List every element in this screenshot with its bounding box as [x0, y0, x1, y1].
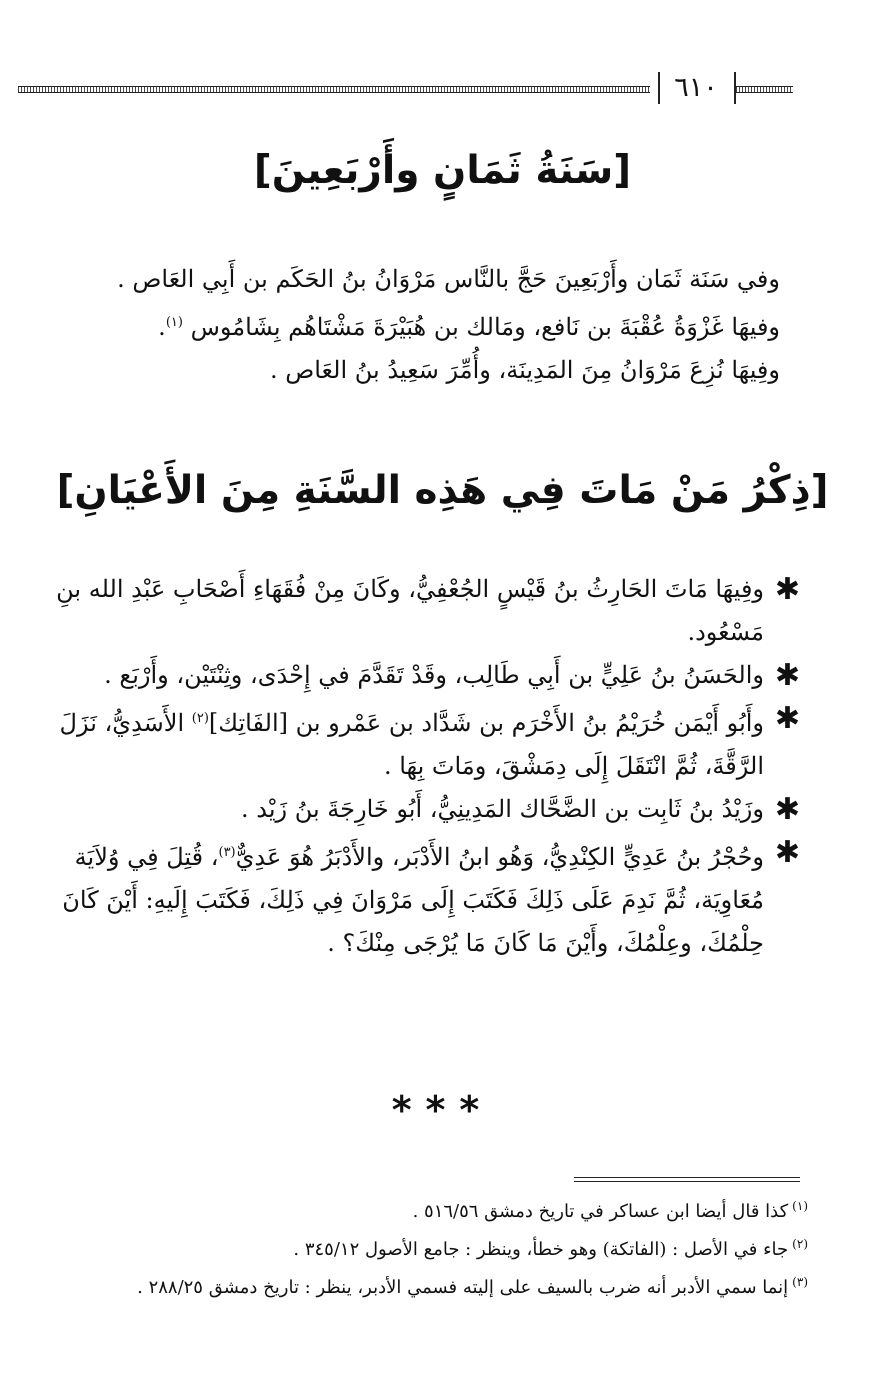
header-rule-right	[736, 86, 793, 93]
asterisk-icon: ✱	[774, 792, 800, 827]
page-number: ٦١٠	[674, 72, 718, 103]
footnote-ref-3[interactable]: (٣)	[218, 845, 236, 860]
item-text-continued: الأَسَدِيُّ، نَزَلَ الرَّقَّةَ، ثُمَّ انْتَقَلَ إِلَى دِمَشْقَ، ومَاتَ بِهَا .	[59, 709, 764, 780]
footnote-text: جاء في الأصل : (الفاتكة) وهو خطأ، وينظر : جامع الأصول ٣٤٥/١٢ .	[293, 1239, 789, 1260]
paragraph-raid-text: وفيهَا غَزْوَةُ عُقْبَةَ بن نَافع، ومَالك بن هُبَيْرَةَ مَشْتَاهُم بِشَامُوس	[190, 313, 780, 341]
footnote-text: إنما سمي الأدبر أنه ضرب بالسيف على إليته فسمي الأدبر، ينظر : تاريخ دمشق ٢٨٨/٢٥ .	[137, 1277, 789, 1298]
deaths-list	[30, 568, 800, 965]
footnote-ref-1[interactable]: (١)	[165, 315, 183, 330]
footnote-divider	[574, 1177, 800, 1182]
asterisk-icon: ✱	[774, 572, 800, 607]
header-bar-left	[658, 72, 660, 104]
footnote-ref-2[interactable]: (٢)	[191, 711, 209, 726]
list-item	[30, 831, 800, 965]
item-text: وزَيْدُ بنُ ثَابِت بن الضَّحَّاك المَدِينِيُّ، أَبُو خَارِجَةَ بنُ زَيْد .	[240, 795, 764, 823]
header-rule-left	[18, 86, 650, 93]
footnote-number: (٣)	[792, 1275, 808, 1289]
list-item	[30, 568, 800, 654]
footnote-3	[78, 1266, 808, 1304]
paragraph-marwan: وفِيهَا نُزِعَ مَرْوَانُ مِنَ المَدِينَة، وأُمِّرَ سَعِيدُ بنُ العَاص .	[269, 356, 780, 384]
footnote-number: (١)	[792, 1199, 808, 1213]
footnote-1	[78, 1190, 808, 1228]
section-heading-year: [سَنَةُ ثَمَانٍ وأَرْبَعِينَ]	[253, 148, 632, 193]
item-text: والحَسَنُ بنُ عَلِيٍّ بن أَبِي طَالِب، وقَدْ تَقَدَّمَ في إِحْدَى، وثِنْتَيْن، وأَرْبَع .	[104, 661, 764, 689]
list-item	[30, 697, 800, 788]
paragraph-raid	[78, 301, 780, 349]
year-paragraphs	[78, 258, 780, 392]
list-item	[30, 788, 800, 831]
item-text-continued: ، قُتِلَ فِي وُلاَيَة مُعَاوِيَة، ثُمَّ نَدِمَ عَلَى ذَلِكَ فَكَتَبَ إِلَى مَرْوَانَ فِي ذَلِكَ، فَكَتَبَ إِلَيهِ: أَيْنَ كَانَ حِلْمُكَ، وعِلْمُكَ، وأَيْنَ مَا كَانَ مَا يُرْجَى مِنْكَ؟ .	[62, 843, 764, 957]
asterisk-icon: ✱	[774, 835, 800, 870]
footnote-text: كذا قال أيضا ابن عساكر في تاريخ دمشق ٥١٦/٥٦ .	[412, 1201, 789, 1222]
item-text: وفِيهَا مَاتَ الحَارِثُ بنُ قَيْسٍ الجُعْفِيُّ، وكَانَ مِنْ فُقَهَاءِ أَصْحَابِ عَبْدِ الله بنِ مَسْعُود.	[56, 575, 764, 646]
paragraph-hajj: وفي سَنَة ثَمَان وأَرْبَعِينَ حَجَّ بالنَّاس مَرْوَانُ بنُ الحَكَم بن أَبِي العَاص .	[117, 265, 780, 293]
paragraph-raid-end: .	[158, 313, 166, 341]
item-text: وحُجْرُ بنُ عَدِيٍّ الكِنْدِيُّ، وَهُو ابنُ الأَدْبَر، والأَدْبَرُ هُوَ عَدِيٌّ	[235, 843, 764, 871]
section-separator: ***	[391, 1088, 494, 1132]
footnote-2	[78, 1228, 808, 1266]
footnote-number: (٢)	[792, 1237, 808, 1251]
page-header	[18, 68, 793, 108]
asterisk-icon: ✱	[774, 701, 800, 736]
item-text: وأَبُو أَيْمَن خُرَيْمُ بنُ الأَخْرَم بن شَدَّاد بن عَمْرو بن [الفَاتِك]	[208, 709, 764, 737]
section-heading-deaths: [ذِكْرُ مَنْ مَاتَ فِي هَذِه السَّنَةِ مِنَ الأَعْيَانِ]	[56, 468, 829, 513]
list-item	[30, 654, 800, 697]
asterisk-icon: ✱	[774, 658, 800, 693]
footnotes	[78, 1190, 808, 1304]
